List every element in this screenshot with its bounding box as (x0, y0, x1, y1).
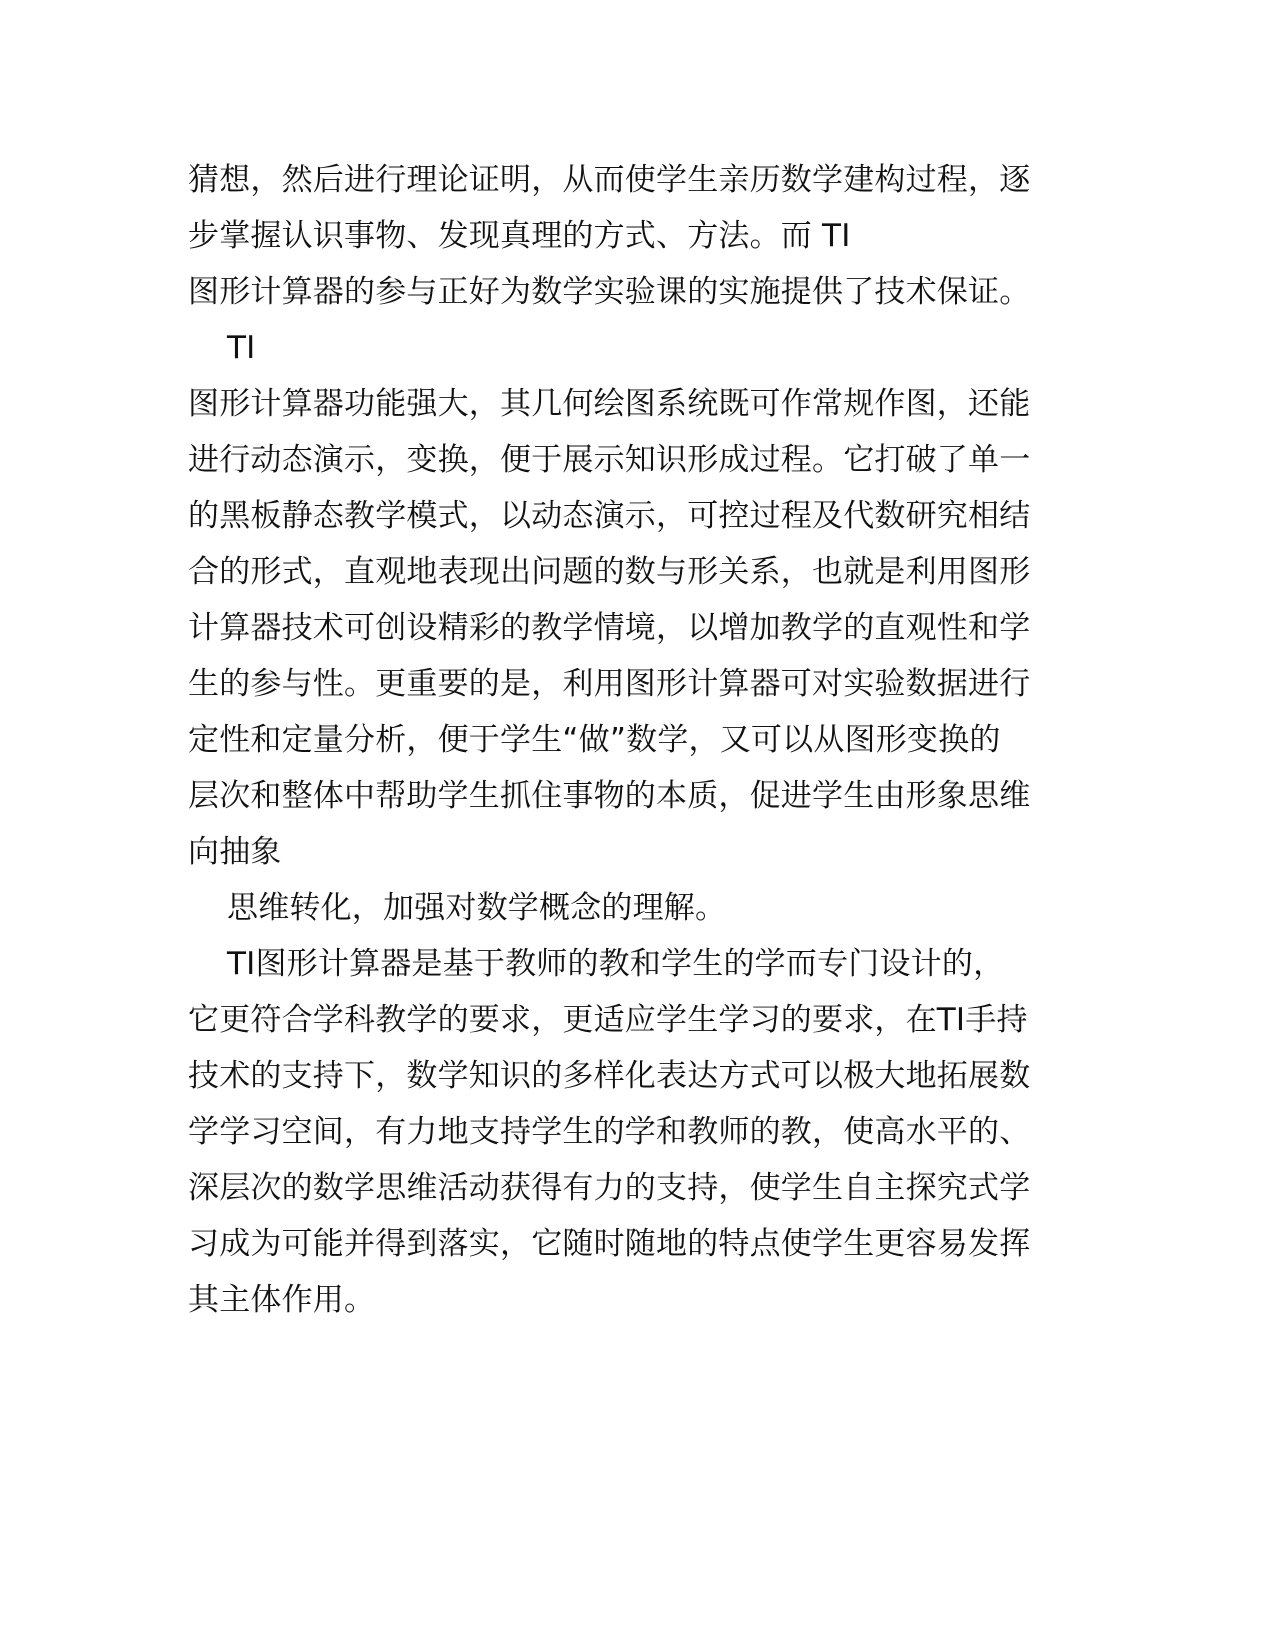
text-line: 图形计算器功能强大，其几何绘图系统既可作常规作图，还能 (188, 386, 1031, 422)
text-line: 其主体作用。 (188, 1282, 376, 1318)
text-line: 进行动态演示，变换，便于展示知识形成过程。它打破了单一 (188, 442, 1031, 478)
text-line: 深层次的数学思维活动获得有力的支持，使学生自主探究式学 (188, 1170, 1031, 1206)
text-line: 向抽象 (188, 834, 282, 870)
text-line: TI图形计算器是基于教师的教和学生的学而专门设计的， (227, 946, 1005, 982)
text-line: 学学习空间，有力地支持学生的学和教师的教，使高水平的、 (188, 1114, 1031, 1150)
text-line: 它更符合学科教学的要求，更适应学生学习的要求，在TI手持 (188, 1002, 1028, 1038)
body-text (188, 152, 1093, 1328)
text-line: 习成为可能并得到落实，它随时随地的特点使学生更容易发挥 (188, 1226, 1031, 1262)
text-line: 思维转化，加强对数学概念的理解。 (227, 890, 727, 926)
text-line: 的黑板静态教学模式，以动态演示，可控过程及代数研究相结 (188, 498, 1031, 534)
text-line: 合的形式，直观地表现出问题的数与形关系，也就是利用图形 (188, 554, 1031, 590)
text-line: 定性和定量分析，便于学生“做”数学，又可以从图形变换的 (188, 722, 1001, 758)
text-line: 生的参与性。更重要的是，利用图形计算器可对实验数据进行 (188, 666, 1031, 702)
text-line: 计算器技术可创设精彩的教学情境，以增加教学的直观性和学 (188, 610, 1031, 646)
text-line: 图形计算器的参与正好为数学实验课的实施提供了技术保证。 (188, 274, 1031, 310)
text-line: 层次和整体中帮助学生抓住事物的本质，促进学生由形象思维 (188, 778, 1031, 814)
text-line: 步掌握认识事物、发现真理的方式、方法。而 TI (188, 218, 851, 254)
text-line: 猜想，然后进行理论证明，从而使学生亲历数学建构过程，逐 (188, 162, 1031, 198)
text-line: TI (227, 330, 256, 366)
text-line: 技术的支持下，数学知识的多样化表达方式可以极大地拓展数 (188, 1058, 1031, 1094)
